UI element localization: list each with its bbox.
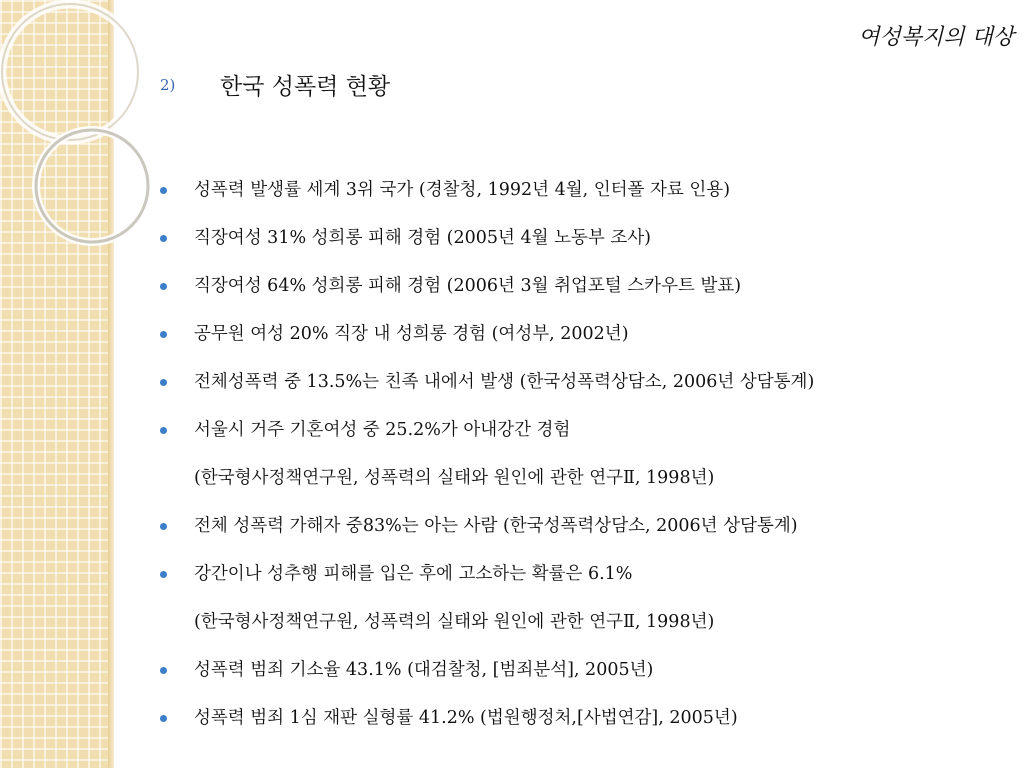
list-item-text: (한국형사정책연구원, 성폭력의 실태와 원인에 관한 연구Ⅱ, 1998년) <box>194 468 715 488</box>
list-item <box>160 412 1010 460</box>
bullet-dot-icon <box>160 331 167 338</box>
list-item <box>160 364 1010 412</box>
list-item-text: 전체성폭력 중 13.5%는 친족 내에서 발생 (한국성폭력상담소, 2006년 상담통계) <box>194 372 815 392</box>
list-item <box>160 700 1010 748</box>
list-item <box>160 316 1010 364</box>
bullet-dot-icon <box>160 715 167 722</box>
list-item <box>160 220 1010 268</box>
list-item-text: (한국형사정책연구원, 성폭력의 실태와 원인에 관한 연구Ⅱ, 1998년) <box>194 612 715 632</box>
bullet-dot-icon <box>160 571 167 578</box>
list-item-continuation <box>160 460 1010 508</box>
list-item-text: 전체 성폭력 가해자 중83%는 아는 사람 (한국성폭력상담소, 2006년 상담통계) <box>194 516 798 536</box>
list-item <box>160 172 1010 220</box>
list-item-continuation <box>160 604 1010 652</box>
list-item-text: 직장여성 64% 성희롱 피해 경험 (2006년 3월 취업포털 스카우트 발표) <box>194 276 742 296</box>
list-item <box>160 652 1010 700</box>
bullet-dot-icon <box>160 523 167 530</box>
list-item <box>160 268 1010 316</box>
list-item <box>160 508 1010 556</box>
statistics-list <box>160 172 1010 748</box>
list-item-text: 성폭력 발생률 세계 3위 국가 (경찰청, 1992년 4월, 인터폴 자료 인용) <box>194 180 731 200</box>
list-item <box>160 556 1010 604</box>
list-item-text: 강간이나 성추행 피해를 입은 후에 고소하는 확률은 6.1% <box>194 564 633 584</box>
bullet-dot-icon <box>160 283 167 290</box>
list-item-text: 성폭력 범죄 1심 재판 실형률 41.2% (법원행정처,[사법연감], 2005년) <box>194 708 738 728</box>
decorative-rings-graphic <box>0 0 160 260</box>
bullet-dot-icon <box>160 427 167 434</box>
list-item-text: 직장여성 31% 성희롱 피해 경험 (2005년 4월 노동부 조사) <box>194 228 652 248</box>
list-item-text: 서울시 거주 기혼여성 중 25.2%가 아내강간 경험 <box>194 420 571 440</box>
list-item-text: 공무원 여성 20% 직장 내 성희롱 경험 (여성부, 2002년) <box>194 324 629 344</box>
bullet-dot-icon <box>160 379 167 386</box>
bullet-dot-icon <box>160 187 167 194</box>
bullet-dot-icon <box>160 667 167 674</box>
list-item-text: 성폭력 범죄 기소율 43.1% (대검찰청, [범죄분석], 2005년) <box>194 660 654 680</box>
section-title: 한국 성폭력 현황 <box>220 74 391 100</box>
bullet-dot-icon <box>160 235 167 242</box>
slide-header-title: 여성복지의 대상 <box>858 25 1014 50</box>
section-number: 2) <box>160 76 176 94</box>
